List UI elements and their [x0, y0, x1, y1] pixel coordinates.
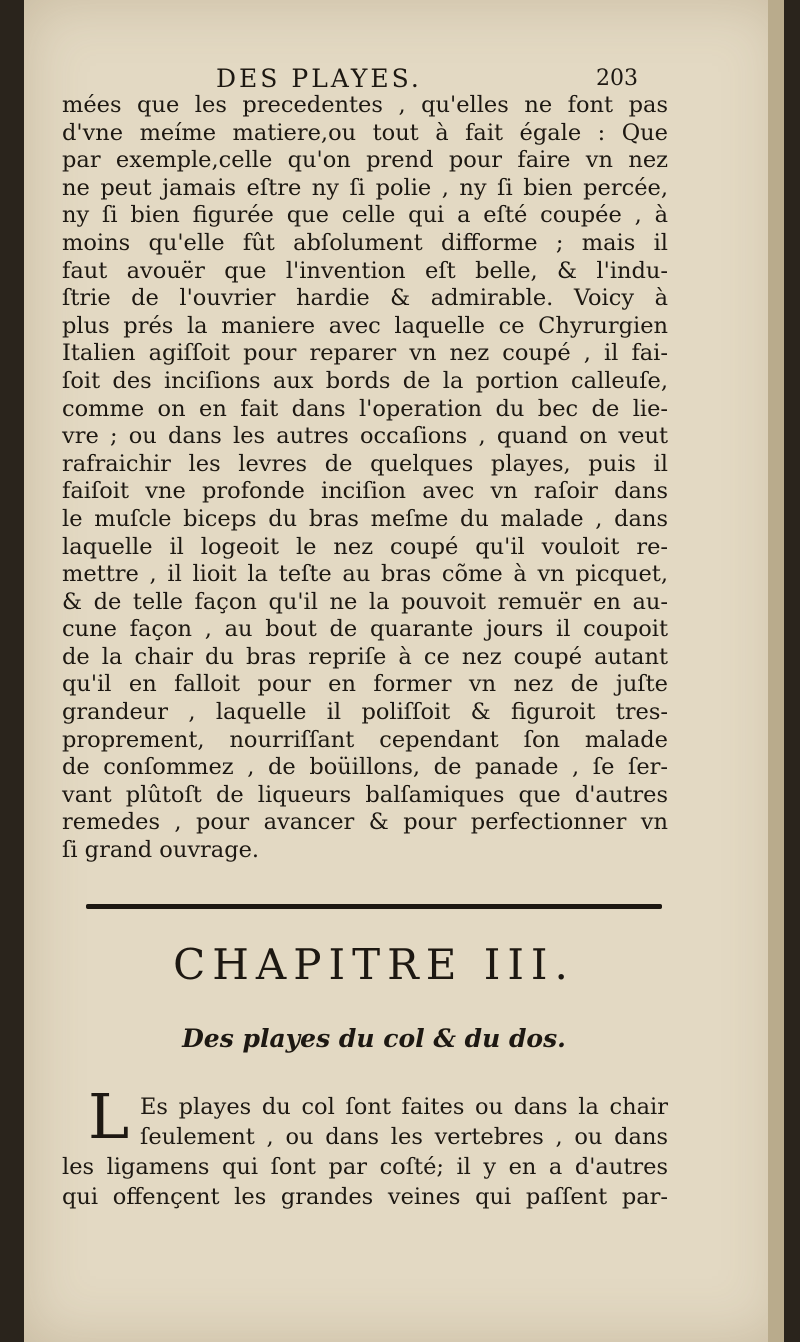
- text-line: rafraichir les levres de quelques playes, puis il: [62, 450, 668, 477]
- text-line: ny ſi bien figurée que celle qui a eſté coupée , à: [62, 202, 668, 229]
- chapter-title: CHAPITRE III.: [173, 940, 575, 989]
- text-line: ſi grand ouvrage.: [62, 837, 260, 864]
- text-line: remedes , pour avancer & pour perfectionner vn: [62, 809, 668, 836]
- text-line: d'vne meíme matiere,ou tout à fait égale : Que: [62, 119, 668, 146]
- text-line: moins qu'elle fût abſolument difforme ; mais il: [62, 229, 668, 256]
- text-line: faut avouër que l'invention eſt belle, & l'indu-: [62, 257, 668, 284]
- book-page: [24, 0, 784, 1342]
- chapter-text-line: les ligamens qui ſont par coſté; il y en a d'autres: [62, 1154, 668, 1180]
- chapter-text-line: Es playes du col ſont faites ou dans la chair: [140, 1094, 668, 1120]
- text-line: grandeur , laquelle il poliſſoit & figuroit tres-: [62, 699, 668, 726]
- text-line: vant plûtoſt de liqueurs balſamiques que d'autres: [62, 781, 668, 808]
- text-line: ſtrie de l'ouvrier hardie & admirable. Voicy à: [62, 285, 668, 312]
- section-divider-rule: [86, 904, 662, 909]
- text-line: par exemple,celle qu'on prend pour faire vn nez: [62, 147, 668, 174]
- text-line: Italien agiſſoit pour reparer vn nez coupé , il fai-: [62, 340, 668, 367]
- text-line: de la chair du bras repriſe à ce nez coupé autant: [62, 643, 668, 670]
- text-line: proprement, nourriſſant cependant ſon malade: [62, 726, 668, 753]
- chapter-text-line: ſeulement , ou dans les vertebres , ou dans: [140, 1124, 668, 1150]
- text-line: & de telle façon qu'il ne la pouvoit remuër en au-: [62, 588, 668, 615]
- body-text: [62, 92, 668, 865]
- text-line: faiſoit vne profonde inciſion avec vn raſoir dans: [62, 478, 668, 505]
- chapter-subtitle: Des playes du col & du dos.: [182, 1024, 566, 1053]
- text-line: plus prés la maniere avec laquelle ce Chyrurgien: [62, 312, 668, 339]
- page-edge: [768, 0, 784, 1342]
- text-line: mées que les precedentes , qu'elles ne font pas: [62, 92, 668, 118]
- chapter-text-line: qui offençent les grandes veines qui paſſent par-: [62, 1184, 668, 1210]
- text-line: de conſommez , de boüillons, de panade , ſe ſer-: [62, 754, 668, 781]
- text-line: laquelle il logeoit le nez coupé qu'il vouloit re-: [62, 533, 668, 560]
- text-line: cune façon , au bout de quarante jours il coupoit: [62, 616, 668, 643]
- running-head-title: DES PLAYES.: [216, 64, 422, 93]
- text-line: qu'il en falloit pour en former vn nez de juſte: [62, 671, 668, 698]
- text-line: vre ; ou dans les autres occaſions , quand on veut: [62, 423, 668, 450]
- text-line: le muſcle biceps du bras meſme du malade , dans: [62, 505, 668, 532]
- page-number: 203: [596, 66, 638, 91]
- text-line: ſoit des inciſions aux bords de la portion calleuſe,: [62, 367, 668, 394]
- text-line: mettre , il lioit la teſte au bras cõme à vn picquet,: [62, 561, 668, 588]
- chapter-text: [62, 1092, 668, 1212]
- drop-cap: L: [88, 1080, 130, 1153]
- text-line: ne peut jamais eſtre ny ſi polie , ny ſi bien percée,: [62, 174, 668, 201]
- text-line: comme on en fait dans l'operation du bec de lie-: [62, 395, 668, 422]
